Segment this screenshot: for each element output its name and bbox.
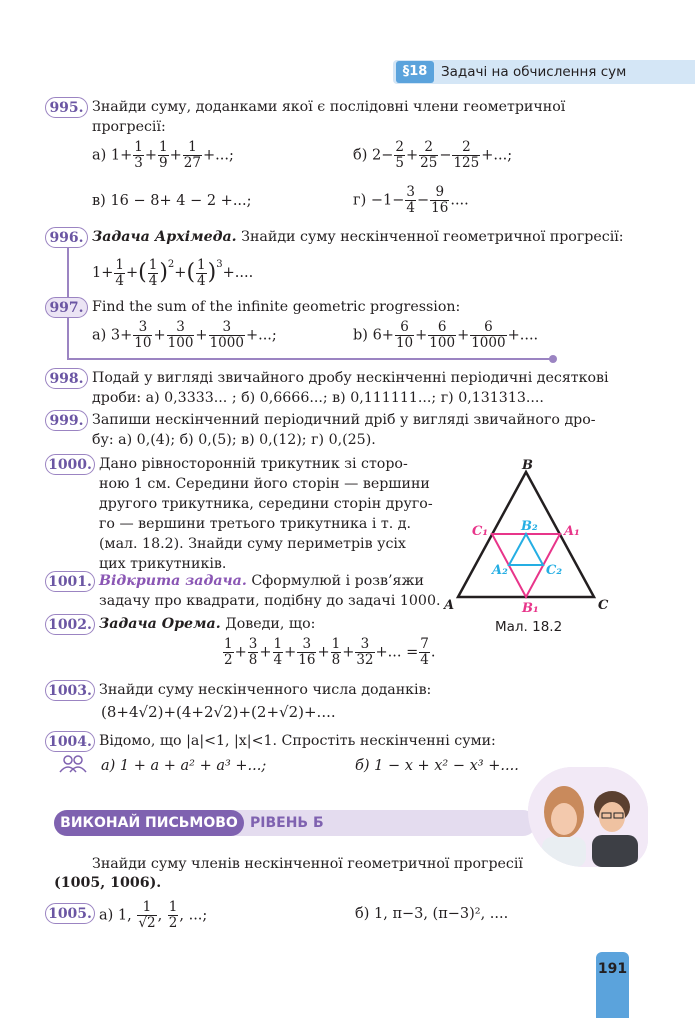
problem-998-text-1: Подай у вигляді звичайного дробу нескінченні періодичні десяткові: [92, 370, 609, 386]
problem-998-text-2: дроби: а) 0,3333... ; б) 0,6666...; в) 0,111111...; г) 0,131313....: [92, 390, 544, 406]
label-C1: C₁: [472, 524, 489, 539]
expr: 16 − 8+ 4 − 2 +...;: [110, 193, 252, 209]
problem-997-b: b) 6+ $\frac{6}{10}$ + $\frac{6}{100}$ + $\frac{6}{1000}$ +....: [353, 319, 539, 351]
problem-number-1005: 1005.: [45, 903, 95, 924]
fraction: $\frac{1}{4}$: [115, 256, 124, 289]
label-g: г): [353, 192, 367, 209]
problem-1001-text-2: задачу про квадрати, подібну до задачі 1000.: [99, 593, 441, 609]
expr-part: а) 1,: [99, 907, 132, 924]
expr-tail: +...;: [202, 147, 234, 164]
fraction: $\frac{2}{5}$: [395, 139, 404, 171]
problem-number-1000: 1000.: [45, 454, 95, 475]
problem-1001-text-1: [99, 571, 424, 591]
problem-999-text-1: Запиши нескінченний періодичний дріб у вигляді звичайного дро-: [92, 412, 596, 428]
expr-part: 1+: [110, 147, 133, 164]
page-number: 191: [596, 952, 629, 1018]
students-illustration: [528, 767, 648, 867]
fraction: $\frac{3}{100}$: [167, 319, 194, 351]
problem-1003-expr: (8+4√2)+(4+2√2)+(2+√2)+....: [101, 703, 336, 721]
students-photo: [528, 767, 648, 867]
group-work-icon: [58, 754, 88, 774]
problem-1002-body: Доведи, що:: [225, 616, 316, 632]
problem-1004-a: а) 1 + a + a² + a³ +...;: [101, 758, 267, 774]
section-number: §18: [396, 61, 434, 83]
bracket-line: [67, 358, 553, 360]
label-A2: A₂: [492, 563, 508, 578]
problem-1000-line: цих трикутників.: [99, 556, 227, 572]
problem-999-text-2: бу: а) 0,(4); б) 0,(5); в) 0,(12); г) 0,(25).: [92, 432, 376, 448]
fraction: $\frac{1}{2}$: [168, 899, 178, 931]
problem-number-998: 998.: [45, 368, 88, 389]
fraction: $\frac{7}{4}$: [420, 636, 429, 668]
problem-number-996: 996.: [45, 227, 88, 248]
problem-996-expr: 1+ $\frac{1}{4}$ +( $\frac{1}{4}$ )$^2$+( $\frac{1}{4}$ )$^3$+....: [92, 256, 254, 289]
expr-part: −1−: [370, 192, 405, 209]
fraction: $\frac{1}{9}$: [159, 139, 168, 171]
problem-1004-text: Відомо, що |a|<1, |x|<1. Спростіть нескінченні суми:: [99, 733, 496, 749]
fraction: $\frac{3}{10}$: [134, 319, 152, 351]
task-text-2: (1005, 1006).: [54, 875, 162, 891]
fraction: $\frac{3}{1000}$: [209, 319, 244, 351]
label-A1: A₁: [564, 524, 580, 539]
label-v: в): [92, 193, 106, 209]
problem-995-a: а) 1+ $\frac{1}{3}$ + $\frac{1}{9}$ + $\frac{1}{27}$ +...;: [92, 139, 234, 171]
problem-number-1003: 1003.: [45, 680, 95, 701]
fraction: $\frac{1}{2}$: [224, 636, 233, 668]
expr-tail: , ...;: [179, 907, 208, 924]
expr-tail: ....: [450, 192, 469, 209]
label-C2: C₂: [546, 563, 563, 578]
problem-996-body: Знайди суму нескінченної геометричної прогресії:: [241, 229, 624, 245]
label-C: C: [598, 598, 609, 613]
fraction: $\frac{1}{√2}$: [138, 899, 156, 931]
problem-997-text: Find the sum of the infinite geometric progression:: [92, 299, 461, 315]
fraction: $\frac{3}{4}$: [406, 184, 415, 216]
expr-tail: +....: [222, 265, 254, 281]
problem-1001-title: Відкрита задача.: [99, 573, 247, 589]
fraction: $\frac{3}{32}$: [356, 636, 374, 668]
label-B: B: [522, 458, 533, 473]
problem-number-1002: 1002.: [45, 614, 95, 635]
expr-part: 1+: [92, 265, 114, 281]
problem-995-v: [92, 192, 252, 210]
problem-997-a: a) 3+ $\frac{3}{10}$ + $\frac{3}{100}$ + $\frac{3}{1000}$ +...;: [92, 319, 277, 351]
problem-1000-line: другого трикутника, середини сторін друго-: [99, 496, 433, 512]
label-A: A: [444, 598, 455, 613]
problem-996-title: Задача Архімеда.: [92, 229, 237, 245]
label-b: b): [353, 327, 368, 344]
label-b: б): [353, 147, 368, 164]
fraction: $\frac{1}{4}$: [197, 256, 206, 289]
problem-number-995: 995.: [45, 97, 88, 118]
bracket-dot: [549, 355, 557, 363]
triangle-figure: [440, 452, 620, 620]
problem-1001-body: Сформулюй і розв’яжи: [251, 573, 424, 589]
problem-1004-b: б) 1 − x + x² − x³ +....: [355, 758, 519, 774]
label-B2: B₂: [521, 519, 538, 534]
problem-1003-text: Знайди суму нескінченного числа доданків:: [99, 682, 432, 698]
fraction: $\frac{6}{1000}$: [471, 319, 506, 351]
problem-1002-title: Задача Орема.: [99, 616, 221, 632]
problem-995-b: б) 2− $\frac{2}{5}$ + $\frac{2}{25}$ − $\frac{2}{125}$ +...;: [353, 139, 513, 171]
expr-part: 2−: [372, 147, 394, 164]
fraction: $\frac{1}{4}$: [273, 636, 283, 668]
problem-996-text: [92, 227, 624, 247]
problem-1005-a: а) 1, $\frac{1}{√2}$ , $\frac{1}{2}$ , ...;: [99, 899, 208, 931]
fraction: $\frac{2}{125}$: [453, 139, 480, 171]
problem-1005-b: б) 1, π−3, (π−3)², ....: [355, 906, 509, 922]
fraction: $\frac{2}{25}$: [420, 139, 438, 171]
problem-1000-line: Дано рівносторонній трикутник зі сторо-: [99, 456, 408, 472]
problem-995-g: г) −1− $\frac{3}{4}$ − $\frac{9}{16}$ ....: [353, 184, 469, 216]
problem-number-1004: 1004.: [45, 731, 95, 752]
problem-1000-line: (мал. 18.2). Знайди суму периметрів усіх: [99, 536, 406, 552]
problem-1000-line: ною 1 см. Середини його сторін — вершини: [99, 476, 430, 492]
fraction: $\frac{3}{16}$: [298, 636, 316, 668]
problem-995-text-1: Знайди суму, доданками якої є послідовні члени геометричної: [92, 99, 566, 115]
fraction: $\frac{1}{8}$: [331, 636, 341, 668]
fraction: $\frac{3}{8}$: [248, 636, 258, 668]
label-a: а): [92, 147, 107, 164]
label-a: a): [92, 327, 107, 344]
problem-1000-line: го — вершини третього трикутника і т. д.: [99, 516, 412, 532]
fraction: $\frac{6}{100}$: [429, 319, 456, 351]
figure-caption: Мал. 18.2: [495, 619, 563, 635]
problem-number-1001: 1001.: [45, 571, 95, 592]
problem-995-text-2: прогресії:: [92, 119, 166, 135]
fraction: $\frac{1}{3}$: [134, 139, 143, 171]
problem-number-997: 997.: [45, 297, 88, 318]
expr-tail: +... =: [375, 644, 419, 661]
task-text-1: Знайди суму членів нескінченної геометричної прогресії: [92, 856, 523, 872]
fraction: $\frac{1}{27}$: [183, 139, 201, 171]
expr-tail: +...;: [481, 147, 513, 164]
section-title: Задачі на обчислення сум: [441, 64, 627, 80]
expr-tail: +....: [507, 327, 539, 344]
expr-part: 3+: [110, 327, 133, 344]
banner-write-label: ВИКОНАЙ ПИСЬМОВО: [54, 810, 244, 836]
label-B1: B₁: [522, 601, 539, 616]
triangle-a2b2c2: [509, 534, 543, 565]
problem-1002-expr: $\frac{1}{2}$ + $\frac{3}{8}$ + $\frac{1}{4}$ + $\frac{3}{16}$ + $\frac{1}{8}$ + $\frac{3}{32}$ +... = $\frac{7}{4}$ .: [224, 636, 436, 668]
fraction: $\frac{9}{16}$: [431, 184, 449, 216]
banner-level-label: РІВЕНЬ Б: [250, 815, 324, 831]
problem-1002-text: [99, 614, 315, 634]
fraction: $\frac{6}{10}$: [395, 319, 414, 351]
fraction: $\frac{1}{4}$: [148, 256, 158, 289]
expr-part: 6+: [372, 327, 394, 344]
expr-tail: +...;: [245, 327, 277, 344]
problem-number-999: 999.: [45, 410, 88, 431]
